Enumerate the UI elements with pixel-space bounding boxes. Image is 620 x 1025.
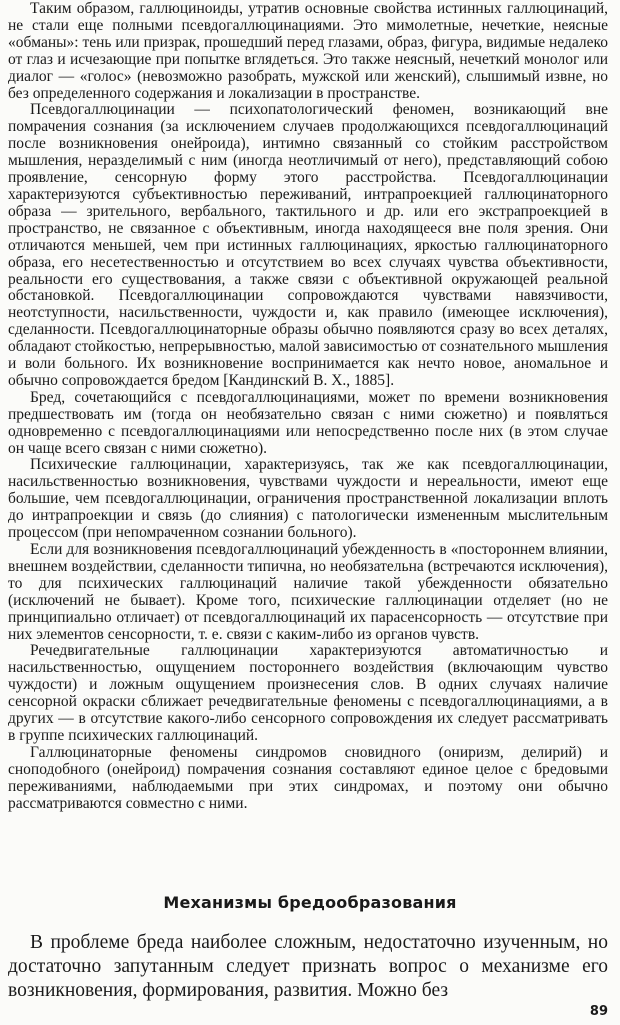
paragraph-psychic-hallucinations: Психические галлюцинации, характеризуясь, так же как псевдогаллюцинации, насильственностью возникновения, чувствами чуждости и нереальности, имеют еще большие, чем псевдогаллюцинации, ограничения пространственной локализации вплоть до интрапроекции и связь (до слияния) с патологически измененным мыслительным процессом (при непомраченном сознании больного). — [8, 456, 608, 542]
paragraph-hallucinatory-phenomena: Галлюцинаторные феномены синдромов сновидного (ониризм, делирий) и сноподобного (онейроид) помрачения сознания составляют единое целое с бредовыми переживаниями, наблюдаемыми при этих синдромах, и поэтому они обычно рассматриваются совместно с ними. — [8, 743, 608, 812]
main-text-block — [8, 1, 608, 813]
paragraph-speech-motor-hallucinations: Речедвигательные галлюцинации характеризуются автоматичностью и насильственностью, ощущением постороннего воздействия (включающим чувство чуждости) и ложным ощущением произнесения слов. В одних случаях наличие сенсорной окраски сближает речедвигательные феномены с псевдогаллюцинациями, а в других — в отсутствие какого-либо сенсорного сопровождения их следует рассматривать в группе психических галлюцинаций. — [8, 642, 608, 744]
section-heading: Механизмы бредообразования — [163, 893, 457, 912]
section-lead-paragraph: В проблеме бреда наиболее сложным, недостаточно изученным, но достаточно запутанным следует признать вопрос о механизме его возникновения, формирования, развития. Можно без — [8, 932, 608, 1001]
page-number: 89 — [589, 1004, 608, 1019]
paragraph-external-influence: Если для возникновения псевдогаллюцинаций убежденность в «постороннем влиянии, внешнем воздействии, сделанности типична, но необязательна (встречаются исключения), то для психических галлюцинаций наличие такой убежденности обязательно (исключений не бывает). Кроме того, психические галлюцинации отделяет (но не принципиально отличает) от псевдогаллюцинаций их парасенсорность — отсутствие при них элементов сенсорности, т. е. связи с каким-либо из органов чувств. — [8, 541, 608, 643]
paragraph-galluzinoids: Таким образом, галлюциноиды, утратив основные свойства истинных галлюцинаций, не стали еще полными псевдогаллюцинациями. Это мимолетные, нечеткие, неясные «обманы»: тень или призрак, прошедший перед глазами, образ, фигура, видимые недалеко от глаз и исчезающие при попытке вглядеться. Это также неясный, нечеткий монолог или диалог — «голос» (невозможно разобрать, мужской или женский), слышимый извне, но без определенного содержания и локализации в пространстве. — [8, 0, 608, 102]
paragraph-delusion-with-pseudohallucinations: Бред, сочетающийся с псевдогаллюцинациями, может по времени возникновения предшествовать им (тогда он необязательно связан с ними сюжетно) и появляться одновременно с псевдогаллюцинациями или непосредственно после них (в этом случае он чаще всего связан с ними сюжетно). — [8, 388, 608, 457]
paragraph-pseudohallucinations: Псевдогаллюцинации — психопатологический феномен, возникающий вне помрачения сознания (за исключением случаев продолжающихся псевдогаллюцинаций после возникновения онейроида), интимно связанный со стойким расстройством мышления, неразделимый с ним (иногда неотличимый от него), представляющий собою проявление, сенсорную форму этого расстройства. Псевдогаллюцинации характеризуются субъективностью переживаний, интрапроекцией галлюцинаторного образа — зрительного, вербального, тактильного и др. или его экстрапроекцией в пространство, не связанное с объективным, иногда находящееся вне поля зрения. Они отличаются меньшей, чем при истинных галлюцинациях, яркостью галлюцинаторного образа, его несетественностью и отсутствием во всех случаях чувства объективности, реальности его существования, а также связи с объективной окружающей реальной обстановкой. Псевдогаллюцинации сопровождаются чувствами навязчивости, неотступности, насильственности, чуждости и, как правило (имеющее исключения), сделанности. Псевдогаллюцинаторные образы обычно появляются сразу во всех деталях, обладают стойкостью, непрерывностью, малой зависимостью от сознательного мышления и воли больного. Их возникновение воспринимается как нечто новое, аномальное и обычно сопровождается бредом [Кандинский В. Х., 1885]. — [8, 101, 608, 389]
